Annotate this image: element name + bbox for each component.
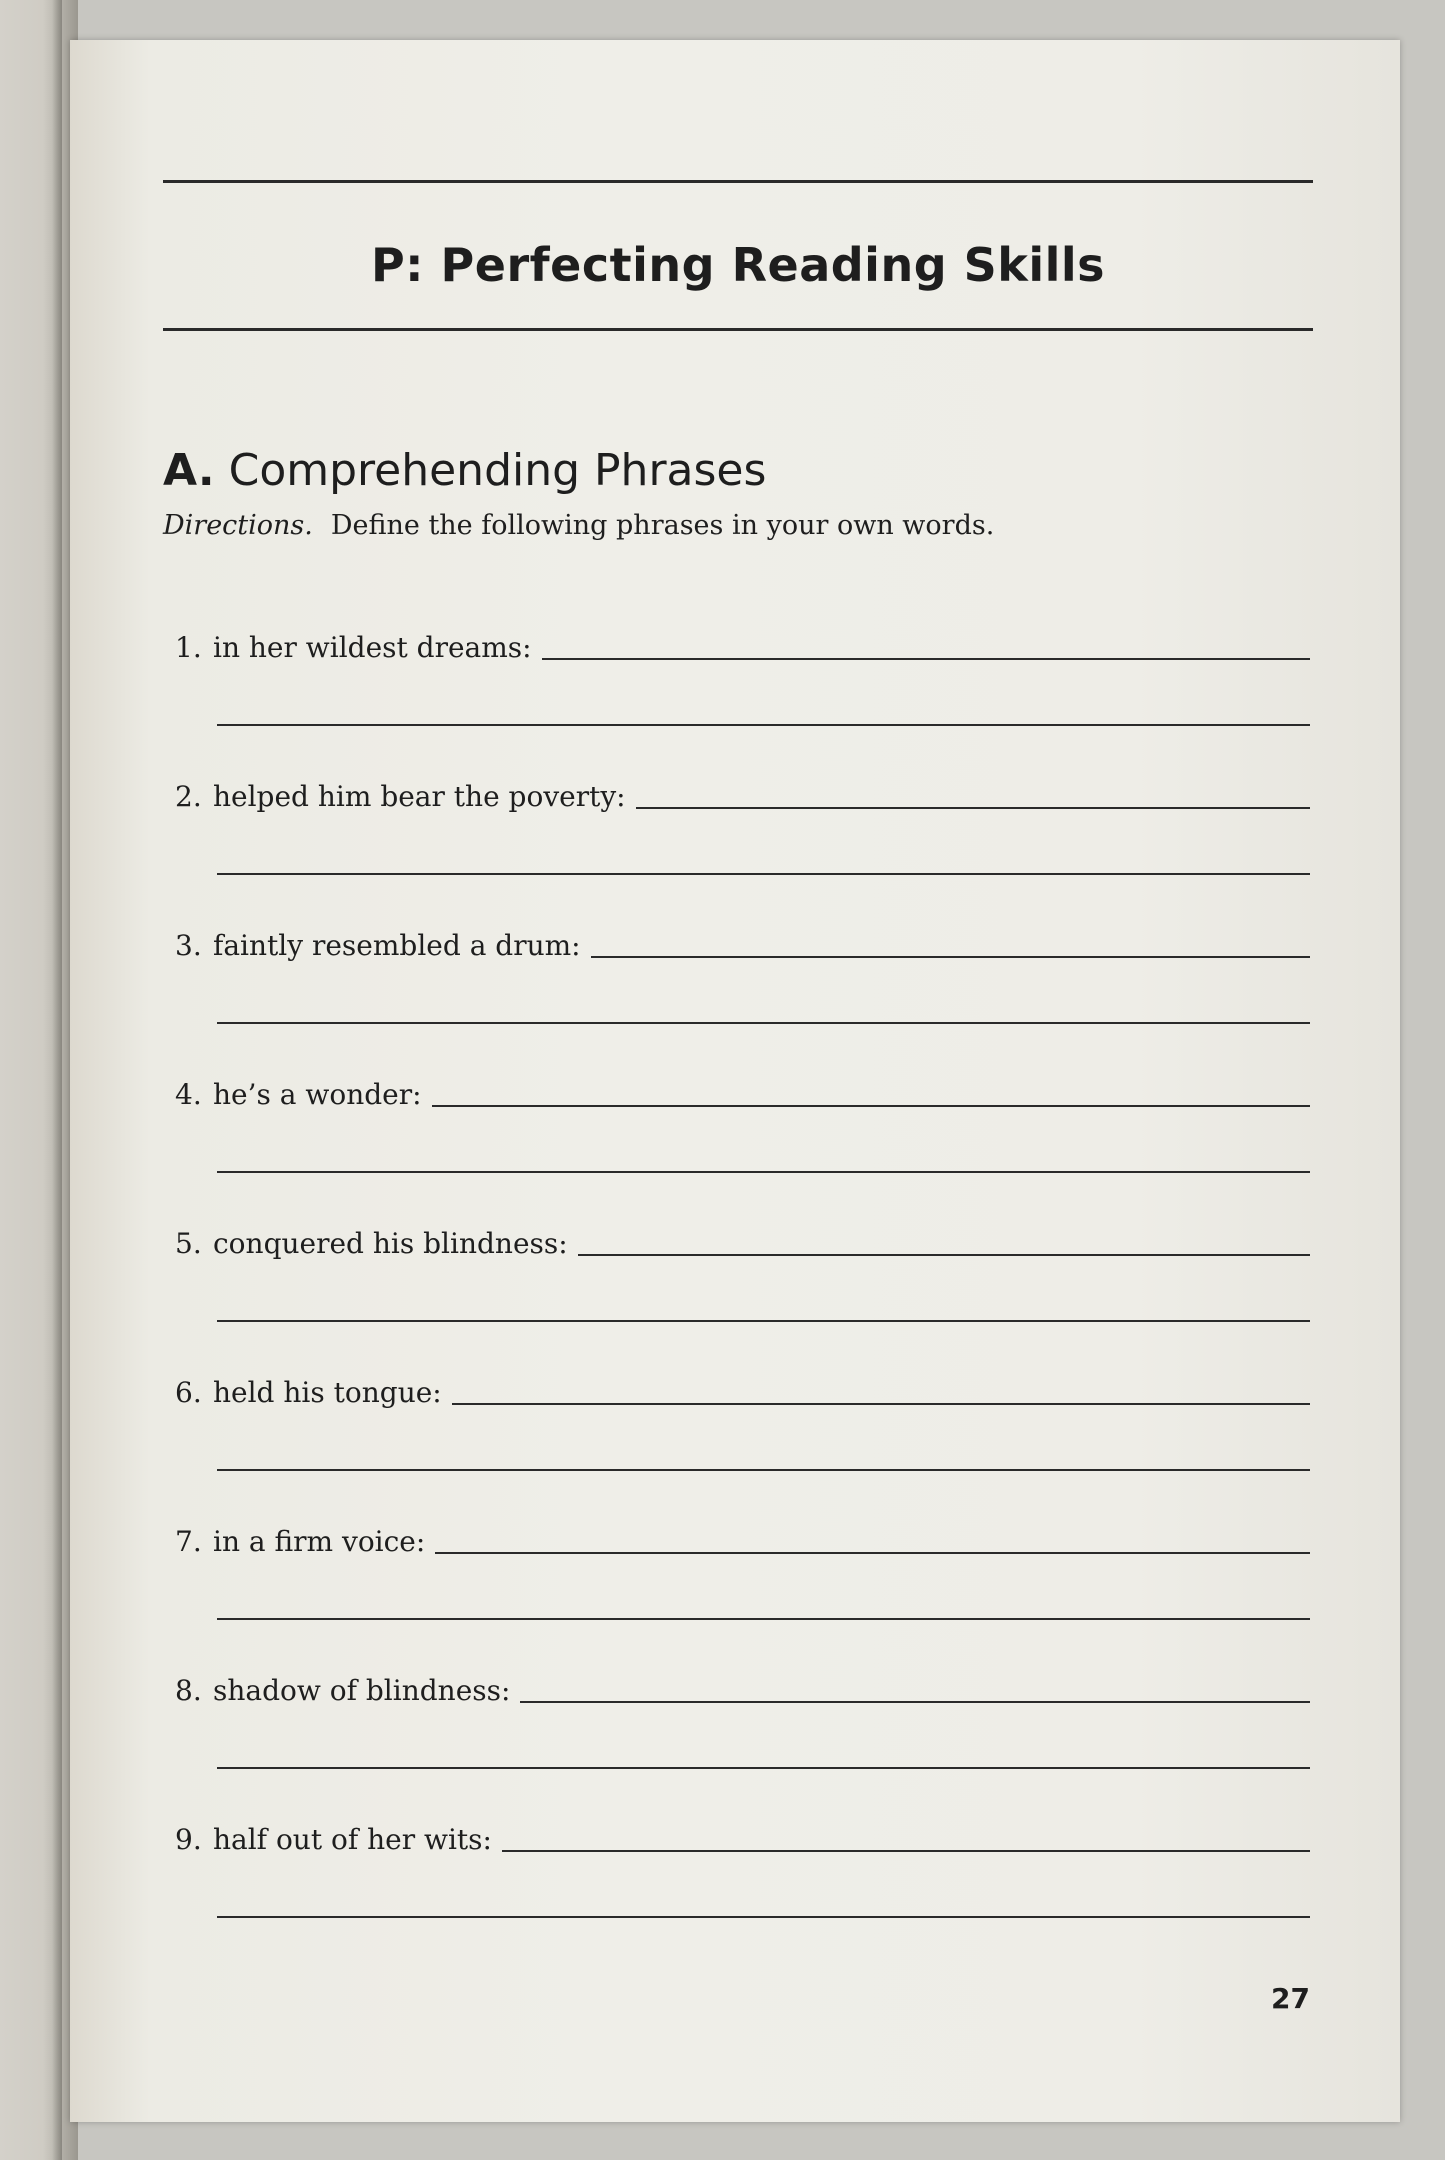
answer-line-continuation[interactable] bbox=[217, 873, 1310, 875]
page-title: P: Perfecting Reading Skills bbox=[370, 238, 1106, 292]
answer-line-continuation[interactable] bbox=[217, 1171, 1310, 1173]
question-phrase: held his tongue: bbox=[213, 1376, 442, 1409]
page-number: 27 bbox=[1271, 1982, 1310, 2015]
question-number: 9. bbox=[175, 1823, 202, 1856]
section-letter: A. bbox=[163, 445, 215, 496]
answer-line-continuation[interactable] bbox=[217, 1320, 1310, 1322]
question-item-7 bbox=[175, 1514, 1310, 1558]
question-number: 5. bbox=[175, 1227, 202, 1260]
book-gutter-shadow bbox=[52, 0, 62, 2160]
answer-line[interactable] bbox=[542, 622, 1310, 660]
title-top-rule bbox=[163, 180, 1313, 183]
section-heading bbox=[163, 445, 766, 496]
question-number: 8. bbox=[175, 1674, 202, 1707]
answer-line[interactable] bbox=[636, 771, 1310, 809]
directions-text: Define the following phrases in your own words. bbox=[330, 510, 995, 541]
answer-line[interactable] bbox=[452, 1367, 1310, 1405]
answer-line-continuation[interactable] bbox=[217, 1767, 1310, 1769]
question-phrase: conquered his blindness: bbox=[213, 1227, 568, 1260]
question-number: 2. bbox=[175, 780, 202, 813]
question-item-3 bbox=[175, 918, 1310, 962]
question-number: 1. bbox=[175, 631, 202, 664]
question-phrase: in her wildest dreams: bbox=[213, 631, 532, 664]
question-phrase: faintly resembled a drum: bbox=[213, 929, 581, 962]
answer-line[interactable] bbox=[578, 1218, 1310, 1256]
answer-line-continuation[interactable] bbox=[217, 1618, 1310, 1620]
answer-line[interactable] bbox=[432, 1069, 1310, 1107]
question-number: 6. bbox=[175, 1376, 202, 1409]
section-title: Comprehending Phrases bbox=[228, 445, 767, 496]
directions bbox=[163, 510, 994, 541]
question-item-2 bbox=[175, 769, 1310, 813]
question-phrase: half out of her wits: bbox=[213, 1823, 492, 1856]
question-number: 3. bbox=[175, 929, 202, 962]
question-phrase: in a firm voice: bbox=[213, 1525, 426, 1558]
answer-line[interactable] bbox=[520, 1665, 1310, 1703]
question-phrase: he’s a wonder: bbox=[213, 1078, 422, 1111]
answer-line[interactable] bbox=[502, 1814, 1310, 1852]
answer-line-continuation[interactable] bbox=[217, 724, 1310, 726]
question-item-8 bbox=[175, 1663, 1310, 1707]
workbook-page bbox=[70, 40, 1400, 2122]
question-item-9 bbox=[175, 1812, 1310, 1856]
answer-line[interactable] bbox=[435, 1516, 1310, 1554]
question-item-5 bbox=[175, 1216, 1310, 1260]
answer-line-continuation[interactable] bbox=[217, 1469, 1310, 1471]
question-item-1 bbox=[175, 620, 1310, 664]
directions-label: Directions. bbox=[163, 510, 313, 541]
question-phrase: helped him bear the poverty: bbox=[213, 780, 626, 813]
answer-line-continuation[interactable] bbox=[217, 1916, 1310, 1918]
question-item-6 bbox=[175, 1365, 1310, 1409]
question-phrase: shadow of blindness: bbox=[213, 1674, 511, 1707]
answer-line[interactable] bbox=[591, 920, 1310, 958]
question-number: 7. bbox=[175, 1525, 202, 1558]
question-item-4 bbox=[175, 1067, 1310, 1111]
title-bottom-rule bbox=[163, 328, 1313, 331]
answer-line-continuation[interactable] bbox=[217, 1022, 1310, 1024]
left-page-edge bbox=[0, 0, 78, 2160]
question-number: 4. bbox=[175, 1078, 202, 1111]
